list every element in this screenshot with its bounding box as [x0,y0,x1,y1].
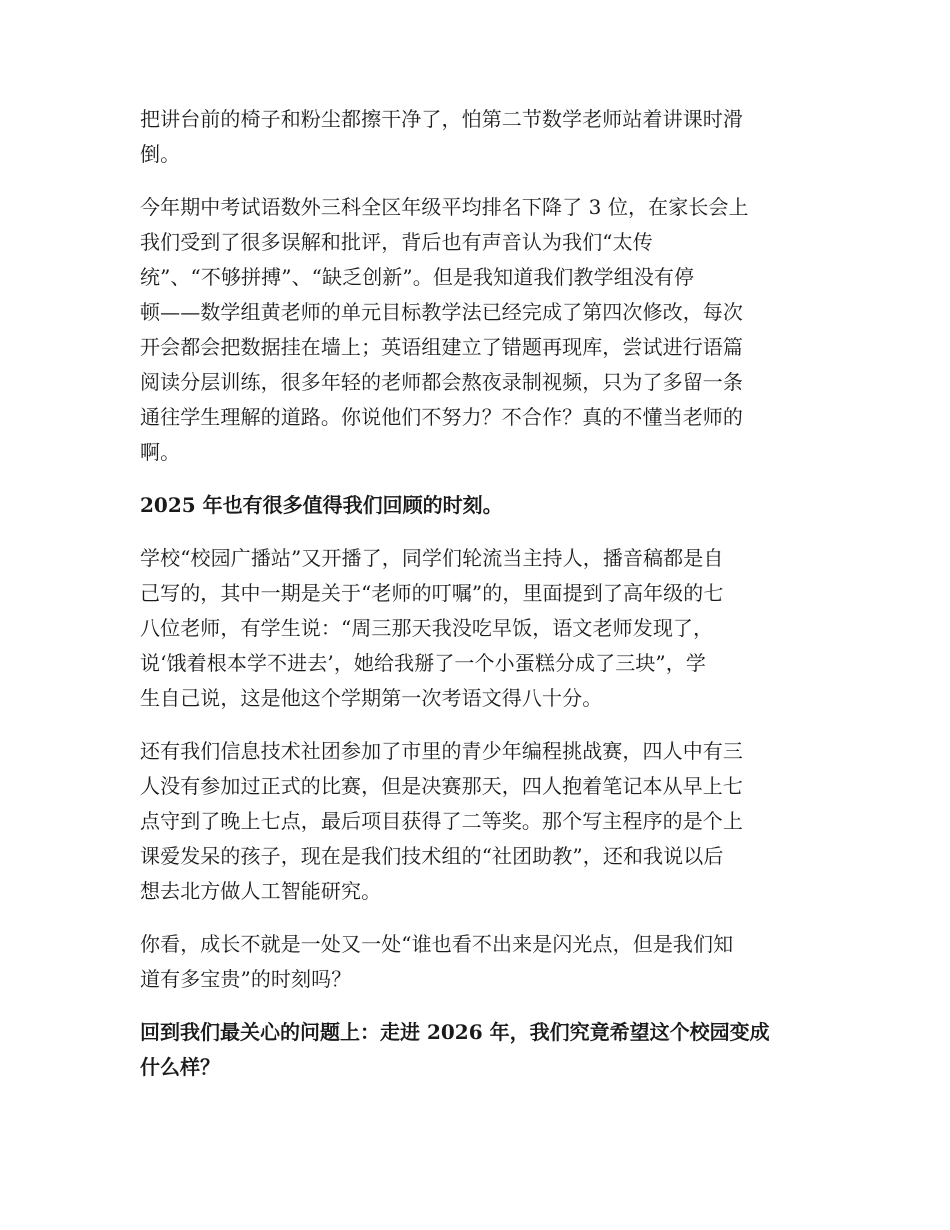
text-line: 啊。 [140,440,181,464]
paragraph-coding-club [140,734,805,909]
text-line: 倒。 [140,142,181,166]
text-line: 还有我们信息技术社团参加了市里的青少年编程挑战赛，四人中有三 [140,739,743,763]
text-line: 你看，成长不就是一处又一处“谁也看不出来是闪光点，但是我们知 [140,932,734,956]
section-heading-2026-question [140,1015,805,1085]
text-line: 道有多宝贵”的时刻吗？ [140,967,352,991]
text-line: 统”、“不够拼搏”、“缺乏创新”。但是我知道我们教学组没有停 [140,265,695,289]
text-line: 通往学生理解的道路。你说他们不努力？不合作？真的不懂当老师的 [140,405,743,429]
text-line: 我们受到了很多误解和批评，背后也有声音认为我们“太传 [140,230,653,254]
heading-line: 2025 年也有很多值得我们回顾的时刻。 [140,493,503,517]
paragraph-growth-moments [140,927,805,997]
text-line: 顿——数学组黄老师的单元目标教学法已经完成了第四次修改，每次 [140,300,743,324]
text-line: 想去北方做人工智能研究。 [140,879,382,903]
text-line: 生自己说，这是他这个学期第一次考语文得八十分。 [140,686,603,710]
text-line: 说‘饿着根本学不进去’，她给我掰了一个小蛋糕分成了三块”，学 [140,651,706,675]
heading-line: 什么样？ [140,1055,220,1079]
paragraph-midterm-ranking [140,190,805,470]
section-heading-2025-moments [140,488,805,523]
text-line: 课爱发呆的孩子，现在是我们技术组的“社团助教”，还和我说以后 [140,844,724,868]
text-line: 八位老师，有学生说：“周三那天我没吃早饭，语文老师发现了， [140,616,714,640]
text-line: 点守到了晚上七点，最后项目获得了二等奖。那个写主程序的是个上 [140,809,743,833]
text-line: 把讲台前的椅子和粉尘都擦干净了，怕第二节数学老师站着讲课时滑 [140,107,743,131]
text-line: 开会都会把数据挂在墙上；英语组建立了错题再现库，尝试进行语篇 [140,335,743,359]
heading-line: 回到我们最关心的问题上：走进 2026 年，我们究竟希望这个校园变成 [140,1020,770,1044]
text-line: 阅读分层训练，很多年轻的老师都会熬夜录制视频，只为了多留一条 [140,370,743,394]
text-line: 今年期中考试语数外三科全区年级平均排名下降了 3 位，在家长会上 [140,195,749,219]
document-page [140,102,805,1103]
text-line: 学校“校园广播站”又开播了，同学们轮流当主持人，播音稿都是自 [140,546,724,570]
text-line: 人没有参加过正式的比赛，但是决赛那天，四人抱着笔记本从早上七 [140,774,743,798]
paragraph-campus-radio [140,541,805,716]
paragraph-chair-cleaning [140,102,805,172]
text-line: 己写的，其中一期是关于“老师的叮嘱”的，里面提到了高年级的七 [140,581,724,605]
